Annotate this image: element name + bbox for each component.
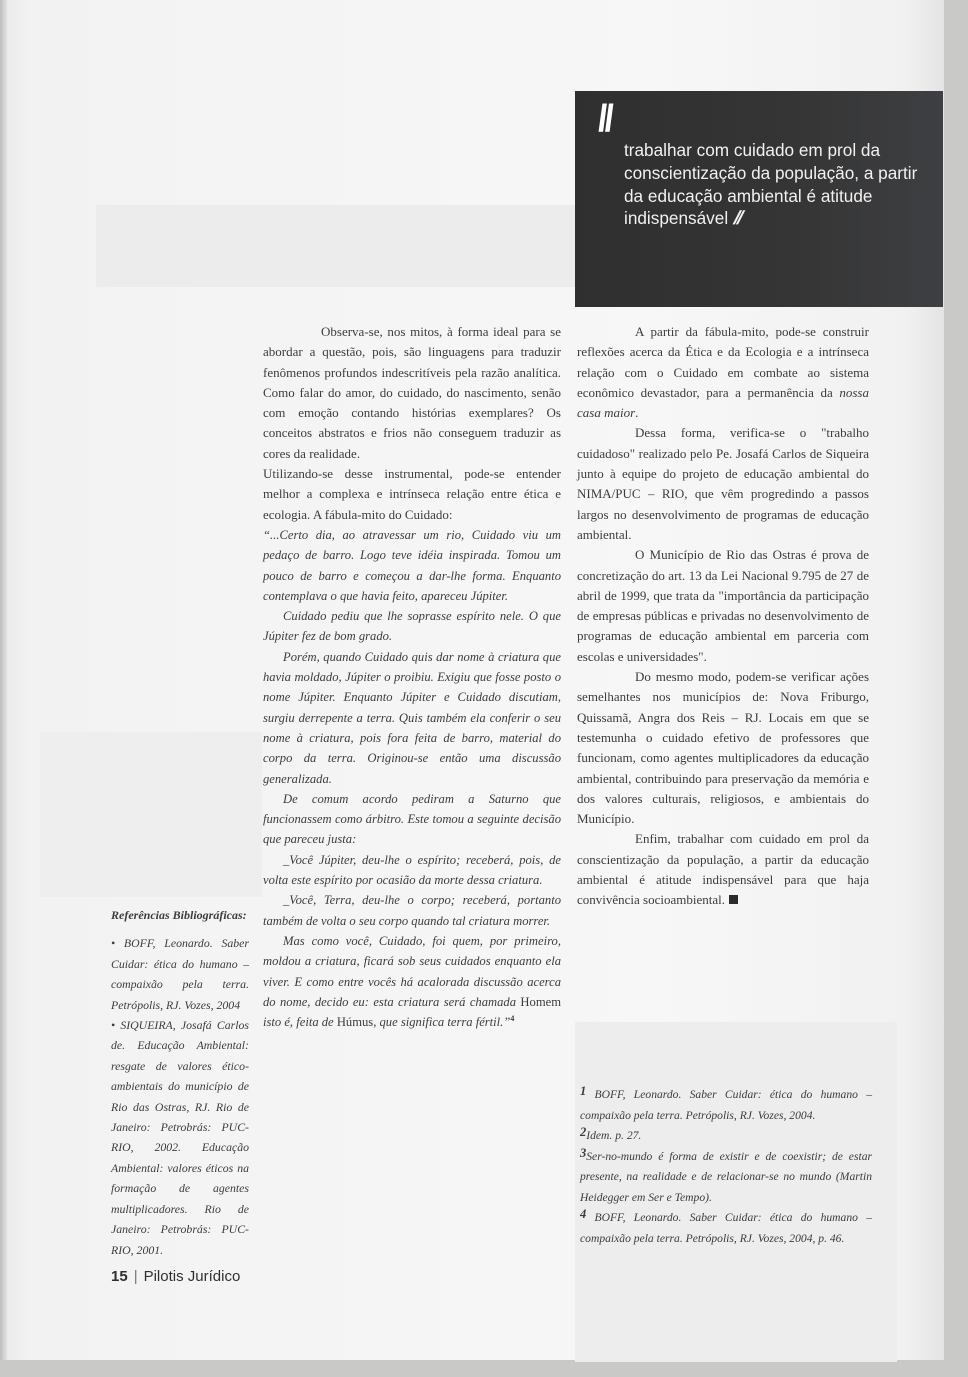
footnote-number: 2 [580, 1125, 587, 1139]
publication-name: Pilotis Jurídico [143, 1268, 241, 1285]
paragraph-other-municipalities: Do mesmo modo, podem-se verificar ações semelhantes nos municípios de: Nova Friburgo, Quissamã, Angra dos Reis – RJ. Locais em que se testemunha o cuidado efetivo de professores que funcionam, como agentes multiplicadores da educação ambiental, contribuindo para preservação da memória e dos valores culturais, religiosos, e ambientais do Município. [577, 669, 869, 827]
paragraph-fable-reflection: A partir da fábula-mito, pode-se construir reflexões acerca da Ética e da Ecologia e a intrínseca relação com o Cuidado em combate ao sistema econômico devastador, para a permanência da nossa casa maior. [577, 324, 869, 421]
fable-paragraph: _Você Júpiter, deu-lhe o espírito; receberá, pois, de volta este espírito por ocasião da morte dessa criatura. [263, 852, 561, 888]
paragraph-instrumental: Utilizando-se desse instrumental, pode-se entender melhor a complexa e intrínseca relação entre ética e ecologia. A fábula-mito do Cuidado: [263, 466, 561, 522]
left-image-panel [40, 732, 262, 897]
title-band-panel [96, 205, 576, 287]
footnote-item: 4 BOFF, Leonardo. Saber Cuidar: ética do humano – compaixão pela terra. Petrópolis, RJ. Vozes, 2004, p. 46. [580, 1207, 872, 1245]
fable-paragraph-last: Mas como você, Cuidado, foi quem, por primeiro, moldou a criatura, ficará sob seus cuidados enquanto ela viver. E como entre vocês há acalorada discussão acerca do nome, decido eu: esta criatura será chamada Homem isto é, feita de Húmus, que significa terra fértil.”$^4$ [263, 933, 561, 1030]
bibliography-item: • BOFF, Leonardo. Saber Cuidar: ética do humano – compaixão pela terra. Petrópolis, RJ. Vozes, 2004 [111, 936, 249, 1012]
fable-paragraph: _Você, Terra, deu-lhe o corpo; receberá, portanto também de volta o seu corpo quando tal criatura morrer. [263, 893, 561, 928]
page-number: 15 [111, 1268, 128, 1285]
fable-paragraph: Porém, quando Cuidado quis dar nome à criatura que havia moldado, Júpiter o proibiu. Exigiu que fosse posto o nome Júpiter. Enquanto Júpiter e Cuidado discutiam, surgiu derrepente a terra. Quis também ela conferir o seu nome à criatura, pois fora feita de barro, material do corpo da terra. Originou-se então uma discussão generalizada. [263, 649, 561, 786]
footnote-item: 3Ser-no-mundo é forma de existir e de coexistir; de estar presente, na realidade e de relacionar-se no mundo (Martin Heidegger em Ser e Tempo). [580, 1145, 872, 1204]
page-footer [111, 1268, 240, 1285]
pull-quote-body: trabalhar com cuidado em prol da conscientização da população, a partir da educação ambiental é atitude indispensável [624, 140, 918, 229]
right-column [577, 322, 869, 911]
close-quote-icon: // [731, 208, 745, 230]
footnote-number: 3 [580, 1145, 587, 1160]
fable-paragraph: Cuidado pediu que lhe soprasse espírito nele. O que Júpiter fez de bom grado. [263, 609, 561, 644]
fable-quote [263, 525, 561, 1032]
word-humus: Húmus [336, 1015, 374, 1030]
footnote-number: 1 [580, 1084, 587, 1098]
fable-paragraph: De comum acordo pediram a Saturno que funcionassem como árbitro. Este tomou a seguinte decisão que pareceu justa: [263, 791, 561, 847]
paragraph-myths: Observa-se, nos mitos, à forma ideal para se abordar a questão, pois, são linguagens para traduzir fenômenos profundos indescritíveis pela razão analítica. Como falar do amor, do cuidado, do nascimento, senão com emoção contando histórias exemplares? Os conceitos abstratos e frios não conseguem traduzir as cores da realidade. [263, 324, 561, 461]
pull-quote-box [575, 91, 943, 307]
paragraph-nima-puc: Dessa forma, verifica-se o "trabalho cuidadoso" realizado pelo Pe. Josafá Carlos de Siqueira junto à equipe do projeto de educação ambiental do NIMA/PUC – RIO, que vêm progredindo a passos largos no desenvolvimento de programas de educação ambiental. [577, 425, 869, 542]
middle-column [263, 322, 561, 1032]
footer-separator: | [133, 1268, 138, 1285]
fable-paragraph: “...Certo dia, ao atravessar um rio, Cuidado viu um pedaço de barro. Logo teve idéia inspirada. Tomou um pouco de barro e começou a dar-lhe forma. Enquanto contemplava o que havia feito, apareceu Júpiter. [263, 527, 561, 603]
pull-quote-text [624, 139, 924, 231]
end-of-article-icon [729, 895, 738, 904]
open-quote-icon: \\ [590, 98, 617, 140]
footnote-item: 1 BOFF, Leonardo. Saber Cuidar: ética do humano – compaixão pela terra. Petrópolis, RJ. Vozes, 2004. [580, 1084, 872, 1122]
footnote-ref[interactable]: 4 [510, 1013, 515, 1023]
bibliography-title: Referências Bibliográficas: [111, 908, 247, 922]
word-homem: Homem [520, 994, 561, 1009]
bibliography [111, 905, 249, 1260]
footnote-number: 4 [580, 1207, 587, 1221]
paragraph-rio-das-ostras: O Município de Rio das Ostras é prova de concretização do art. 13 da Lei Nacional 9.795 de 27 de abril de 1999, que trata da "importância da participação de empresas públicas e privadas no desenvolvimento de programas de educação ambiental em parceria com escolas e universidades". [577, 547, 869, 664]
footnotes [580, 1085, 872, 1249]
paragraph-conclusion: Enfim, trabalhar com cuidado em prol da conscientização da população, a partir da educação ambiental é atitude indispensável para que haja convivência socioambiental. [577, 831, 869, 908]
emphasis-nossa-casa-maior: nossa casa maior [577, 384, 869, 421]
bibliography-item: • SIQUEIRA, Josafá Carlos de. Educação Ambiental: resgate de valores ético-ambientais do município de Rio das Ostras, RJ. Rio de Janeiro: Petrobrás: PUC-RIO, 2002. Educação Ambiental: valores éticos na formação de agentes multiplicadores. Rio de Janeiro: Petrobrás: PUC-RIO, 2001. [111, 1018, 249, 1257]
footnote-item: 2Idem. p. 27. [580, 1125, 642, 1142]
page-spine-shadow [0, 0, 7, 1360]
